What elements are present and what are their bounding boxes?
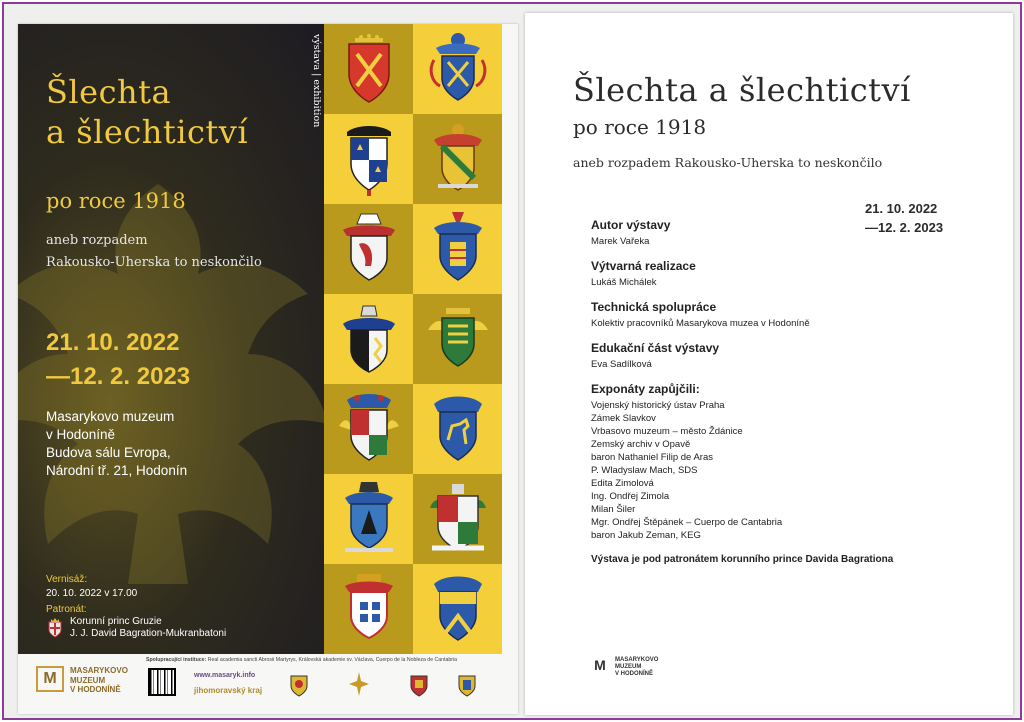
coat-of-arms-cell: [413, 474, 502, 564]
coat-of-arms-icon: [426, 570, 490, 648]
logo-line: V HODONÍNĚ: [70, 685, 121, 694]
lender-item: Zámek Slavkov: [591, 413, 656, 424]
poster-title-line1: Šlechta: [46, 73, 172, 111]
lender-item: P. Wladyslaw Mach, SDS: [591, 465, 698, 476]
coat-of-arms-icon: [337, 210, 401, 288]
coat-of-arms-icon: [426, 480, 490, 558]
logo-line: MASARYKOVO: [615, 657, 659, 663]
coat-of-arms-cell: [413, 24, 502, 114]
coat-of-arms-cell: [324, 474, 413, 564]
coat-of-arms-cell: [413, 384, 502, 474]
document-subtitle: po roce 1918: [573, 115, 707, 139]
logo-line: MUZEUM: [615, 664, 642, 670]
poster-title: [46, 72, 248, 152]
document-title: Šlechta a šlechtictví: [573, 71, 911, 109]
coat-of-arms-icon: [337, 390, 401, 468]
credit-value: Eva Sadílková: [591, 359, 652, 370]
coat-of-arms-icon: [337, 570, 401, 648]
coat-of-arms-icon: [426, 120, 490, 198]
patron-line: Korunní princ Gruzie: [70, 616, 162, 627]
logo-line: MUZEUM: [70, 675, 106, 685]
poster-footer: [18, 654, 518, 714]
credit-value: Lukáš Michálek: [591, 277, 657, 288]
coat-of-arms-icon: [337, 480, 401, 558]
poster-dark-panel: [18, 24, 324, 654]
lender-item: Mgr. Ondřej Štěpánek – Cuerpo de Cantabria: [591, 517, 783, 528]
coat-of-arms-cell: [413, 204, 502, 294]
coat-of-arms-cell: [324, 564, 413, 654]
coats-of-arms-grid: [324, 24, 502, 654]
coat-of-arms-cell: [324, 294, 413, 384]
poster-dates: [46, 326, 190, 394]
coat-of-arms-icon: [426, 210, 490, 288]
coat-of-arms-icon: [426, 300, 490, 378]
coat-of-arms-cell: [324, 114, 413, 204]
lender-item: Zemský archiv v Opavě: [591, 439, 691, 450]
exhibition-poster: [18, 24, 518, 714]
poster-title-line2: a šlechtictví: [46, 113, 249, 151]
credit-heading: Autor výstavy: [591, 218, 671, 232]
star-emblem-icon: [348, 670, 370, 698]
partner-emblem-icon: [288, 670, 310, 698]
vernissage-value: 20. 10. 2022 v 17.00: [46, 588, 138, 599]
credit-heading: Technická spolupráce: [591, 300, 717, 314]
partners-text: [146, 657, 514, 663]
coat-of-arms-cell: [324, 384, 413, 474]
poster-date-end: —12. 2. 2023: [46, 363, 191, 390]
document-date-end: —12. 2. 2023: [865, 220, 944, 235]
patron-line: J. J. David Bagration-Mukranbatoni: [70, 628, 227, 639]
patronage-note: Výstava je pod patronátem korunního prince Davida Bagrationa: [591, 554, 894, 565]
poster-date-start: 21. 10. 2022: [46, 329, 180, 356]
lender-item: Ing. Ondřej Zimola: [591, 491, 670, 502]
document-date-start: 21. 10. 2022: [865, 201, 938, 216]
lender-item: Edita Zimolová: [591, 478, 654, 489]
coat-of-arms-icon: [337, 30, 401, 108]
lender-item: baron Nathaniel Filip de Aras: [591, 452, 713, 463]
patron-label: Patronát:: [46, 604, 87, 615]
document-tagline: aneb rozpadem Rakousko-Uherska to neskončilo: [573, 155, 883, 170]
patron-crest-icon: [48, 618, 62, 638]
coat-of-arms-cell: [413, 294, 502, 384]
credits-list: [591, 218, 951, 565]
lender-item: Milan Šiler: [591, 504, 636, 515]
venue-line: Masarykovo muzeum: [46, 409, 175, 424]
website-link: www.masaryk.info: [194, 672, 256, 679]
credit-value: Marek Vařeka: [591, 236, 650, 247]
poster-tagline-line1: aneb rozpadem: [46, 233, 148, 248]
logo-line: V HODONÍNĚ: [615, 671, 654, 677]
venue-line: Národní tř. 21, Hodonín: [46, 463, 188, 478]
coat-of-arms-icon: [337, 300, 401, 378]
exhibition-vertical-label: výstava | exhibition: [311, 34, 322, 128]
region-logo-text: jihomoravský kraj: [194, 686, 263, 695]
partner-emblem-icon: [456, 670, 478, 698]
coat-of-arms-icon: [337, 120, 401, 198]
coat-of-arms-icon: [426, 390, 490, 468]
logo-line: MASARYKOVO: [70, 666, 128, 675]
lender-item: Vojenský historický ústav Praha: [591, 400, 725, 411]
venue-line: v Hodoníně: [46, 427, 116, 442]
vernissage-label: Vernisáž:: [46, 574, 88, 585]
lenders-heading: Exponáty zapůjčili:: [591, 382, 700, 396]
partner-emblem-icon: [408, 670, 430, 698]
venue-line: Budova sálu Evropa,: [46, 445, 171, 460]
partners-label: Spolupracující instituce:: [146, 657, 207, 663]
credit-heading: Výtvarná realizace: [591, 259, 696, 273]
credit-value: Kolektiv pracovníků Masarykova muzea v Hodoníně: [591, 318, 810, 329]
coat-of-arms-icon: [426, 30, 490, 108]
museum-logo-icon: M: [594, 657, 606, 673]
museum-logo-text: [70, 666, 128, 695]
credit-heading: Edukační část výstavy: [591, 341, 720, 355]
credits-sheet: [525, 13, 1013, 715]
partners-list: Real academia sancti Abrosii Martyrys, Královská akademie sv. Václava, Cuerpo de la Nobleza de Cantabria: [207, 657, 458, 663]
poster-tagline: [46, 230, 262, 274]
lender-item: Vrbasovo muzeum – město Ždánice: [591, 426, 743, 437]
coat-of-arms-cell: [413, 564, 502, 654]
poster-tagline-line2: Rakousko-Uherska to neskončilo: [46, 255, 262, 270]
lender-item: baron Jakub Zeman, KEG: [591, 530, 701, 541]
museum-logo-icon: M: [36, 666, 64, 692]
coat-of-arms-cell: [413, 114, 502, 204]
coat-of-arms-cell: [324, 24, 413, 114]
poster-venue: [46, 408, 187, 480]
museum-logo-text: [615, 657, 658, 678]
lenders-list: [591, 399, 951, 542]
patron-names: [70, 616, 226, 640]
coat-of-arms-cell: [324, 204, 413, 294]
qr-code-icon: [148, 668, 176, 696]
poster-subtitle: po roce 1918: [46, 189, 186, 213]
